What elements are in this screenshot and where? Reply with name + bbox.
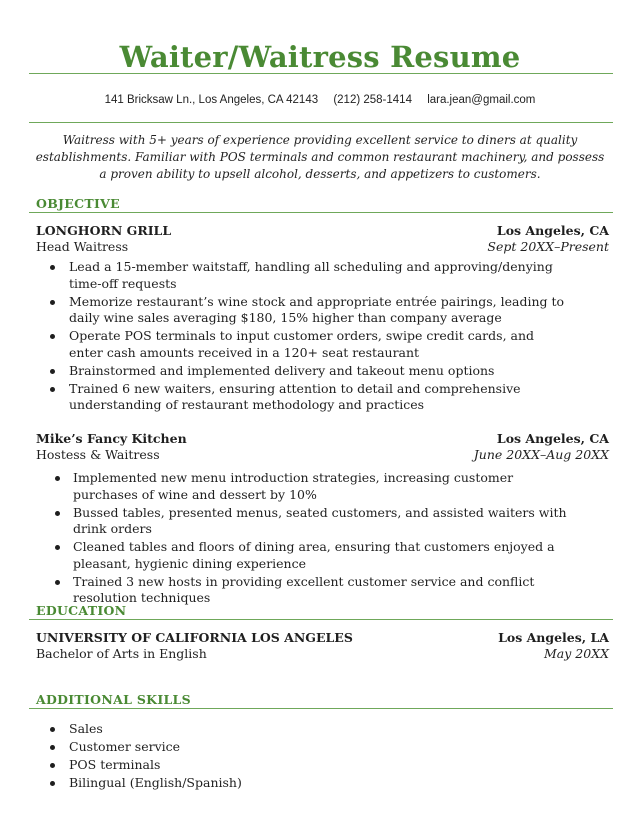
- degree: Bachelor of Arts in English: [36, 646, 207, 661]
- job-1-role: Head Waitress: [36, 239, 129, 254]
- list-item: Implemented new menu introduction strategies, increasing customer purchases of wine and dessert by 10%: [73, 470, 573, 503]
- email: lara.jean@gmail.com: [427, 94, 536, 106]
- job-1-bullets: [69, 259, 569, 415]
- education-divider: [29, 619, 613, 620]
- phone: (212) 258-1414: [333, 94, 412, 106]
- list-item: Bussed tables, presented menus, seated customers, and assisted waiters with drink orders: [73, 505, 573, 538]
- contact-divider: [29, 122, 613, 123]
- job-1-location: Los Angeles, CA: [496, 223, 609, 238]
- job-2-header: [36, 431, 609, 447]
- resume-title: Waiter/Waitress Resume: [119, 40, 521, 74]
- job-2-dates: June 20XX–Aug 20XX: [473, 447, 609, 462]
- job-1-subheader: [36, 239, 609, 255]
- list-item: Sales: [69, 721, 469, 738]
- objective-divider: [29, 212, 613, 213]
- summary: Waitress with 5+ years of experience providing excellent service to diners at quality establishments. Familiar with POS terminals and common restaurant machinery, and possess a proven ability to upsell alcohol, desserts, and appetizers to customers.: [35, 133, 605, 181]
- address: 141 Bricksaw Ln., Los Angeles, CA 42143: [104, 94, 319, 106]
- education-subheader: [36, 646, 609, 662]
- list-item: Trained 3 new hosts in providing excellent customer service and conflict resolution techniques: [73, 574, 573, 607]
- objective-heading: OBJECTIVE: [36, 196, 120, 211]
- list-item: Bilingual (English/Spanish): [69, 775, 469, 792]
- skills-divider: [29, 708, 613, 709]
- education-heading: EDUCATION: [36, 603, 127, 618]
- job-1-dates: Sept 20XX–Present: [487, 239, 609, 254]
- list-item: POS terminals: [69, 757, 469, 774]
- list-item: Operate POS terminals to input customer orders, swipe credit cards, and enter cash amounts received in a 120+ seat restaurant: [69, 328, 569, 361]
- list-item: Customer service: [69, 739, 469, 756]
- job-2-role: Hostess & Waitress: [36, 447, 160, 462]
- list-item: Cleaned tables and floors of dining area, ensuring that customers enjoyed a pleasant, hygienic dining experience: [73, 539, 573, 572]
- job-2-subheader: [36, 447, 609, 463]
- job-1-header: [36, 223, 609, 239]
- skills-list: [69, 721, 469, 793]
- job-2-location: Los Angeles, CA: [496, 431, 609, 446]
- list-item: Lead a 15-member waitstaff, handling all scheduling and approving/denying time-off requests: [69, 259, 569, 292]
- contact-line: [0, 94, 640, 106]
- education-header: [36, 630, 609, 646]
- graduation-date: May 20XX: [544, 646, 609, 661]
- title-divider: [29, 73, 613, 74]
- job-1-employer: LONGHORN GRILL: [36, 223, 172, 238]
- list-item: Brainstormed and implemented delivery and takeout menu options: [69, 363, 569, 380]
- job-2-bullets: [73, 470, 573, 608]
- school-location: Los Angeles, LA: [498, 630, 609, 645]
- job-2-employer: Mike’s Fancy Kitchen: [36, 431, 187, 446]
- school-name: UNIVERSITY OF CALIFORNIA LOS ANGELES: [36, 630, 353, 645]
- list-item: Memorize restaurant’s wine stock and appropriate entrée pairings, leading to daily wine sales averaging $180, 15% higher than company average: [69, 294, 569, 327]
- list-item: Trained 6 new waiters, ensuring attention to detail and comprehensive understanding of restaurant methodology and practices: [69, 381, 569, 414]
- skills-heading: ADDITIONAL SKILLS: [36, 692, 191, 707]
